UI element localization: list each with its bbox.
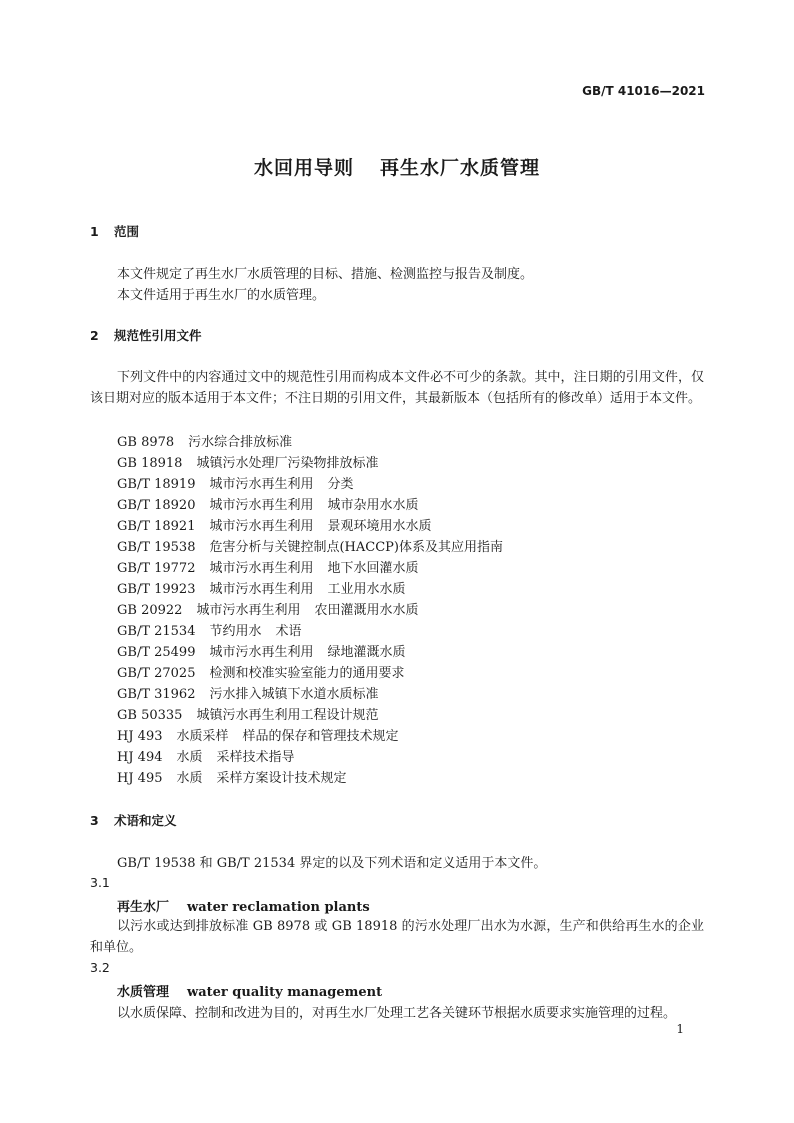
section-1-heading: [90, 222, 139, 240]
term-heading: [117, 981, 382, 1000]
title-part-1: 水回用导则: [253, 157, 354, 179]
reference-item: GB/T 31962 污水排入城镇下水道水质标准: [117, 687, 379, 702]
section-3-heading: [90, 811, 177, 829]
section-number: 3: [90, 813, 99, 828]
reference-item: HJ 493 水质采样 样品的保存和管理技术规定: [117, 729, 399, 744]
term-cn: 再生水厂: [117, 900, 170, 915]
reference-item: GB/T 18920 城市污水再生利用 城市杂用水水质: [117, 498, 419, 513]
scope-paragraph-1: 本文件规定了再生水厂水质管理的目标、措施、检测监控与报告及制度。: [117, 267, 534, 282]
scope-paragraph-2: 本文件适用于再生水厂的水质管理。: [117, 288, 326, 303]
reference-item: GB 18918 城镇污水处理厂污染物排放标准: [117, 456, 379, 471]
reference-item: HJ 495 水质 采样方案设计技术规定: [117, 771, 347, 786]
reference-item: GB 50335 城镇污水再生利用工程设计规范: [117, 708, 379, 723]
term-en: water reclamation plants: [187, 900, 370, 915]
term-number: 3.1: [90, 875, 110, 890]
reference-item: GB/T 25499 城市污水再生利用 绿地灌溉水质: [117, 645, 406, 660]
reference-item: HJ 494 水质 采样技术指导: [117, 750, 295, 765]
section-title: 规范性引用文件: [114, 328, 202, 343]
reference-item: GB/T 18921 城市污水再生利用 景观环境用水水质: [117, 519, 432, 534]
term-cn: 水质管理: [117, 985, 170, 1000]
reference-item: GB/T 19923 城市污水再生利用 工业用水水质: [117, 582, 406, 597]
title-part-2: 再生水厂水质管理: [380, 157, 541, 179]
document-title: [0, 153, 794, 180]
reference-item: GB 8978 污水综合排放标准: [117, 435, 293, 450]
reference-item: GB/T 27025 检测和校准实验室能力的通用要求: [117, 666, 405, 681]
term-definition: 以污水或达到排放标准 GB 8978 或 GB 18918 的污水处理厂出水为水源，生产和供给再生水的企业和单位。: [90, 919, 704, 955]
reference-item: GB/T 19538 危害分析与关键控制点(HACCP)体系及其应用指南: [117, 540, 503, 555]
reference-item: GB/T 19772 城市污水再生利用 地下水回灌水质: [117, 561, 419, 576]
reference-item: GB/T 21534 节约用水 术语: [117, 624, 302, 639]
standard-number: GB/T 41016—2021: [582, 84, 705, 98]
term-definition: 以水质保障、控制和改进为目的，对再生水厂处理工艺各关键环节根据水质要求实施管理的过程。: [117, 1006, 677, 1021]
reference-item: GB 20922 城市污水再生利用 农田灌溉用水水质: [117, 603, 419, 618]
section-title: 范围: [114, 224, 140, 239]
reference-item: GB/T 18919 城市污水再生利用 分类: [117, 477, 354, 492]
section-title: 术语和定义: [114, 813, 177, 828]
section-number: 2: [90, 328, 99, 343]
page-number: 1: [676, 1022, 684, 1036]
references-intro: 下列文件中的内容通过文中的规范性引用而构成本文件必不可少的条款。其中，注日期的引用文件，仅该日期对应的版本适用于本文件；不注日期的引用文件，其最新版本（包括所有的修改单）适用于本文件。: [90, 370, 704, 406]
term-en: water quality management: [187, 985, 383, 1000]
terms-intro: GB/T 19538 和 GB/T 21534 界定的以及下列术语和定义适用于本文件。: [117, 856, 547, 871]
term-number: 3.2: [90, 960, 110, 975]
section-2-heading: [90, 326, 202, 344]
section-number: 1: [90, 224, 99, 239]
term-heading: [117, 896, 370, 915]
